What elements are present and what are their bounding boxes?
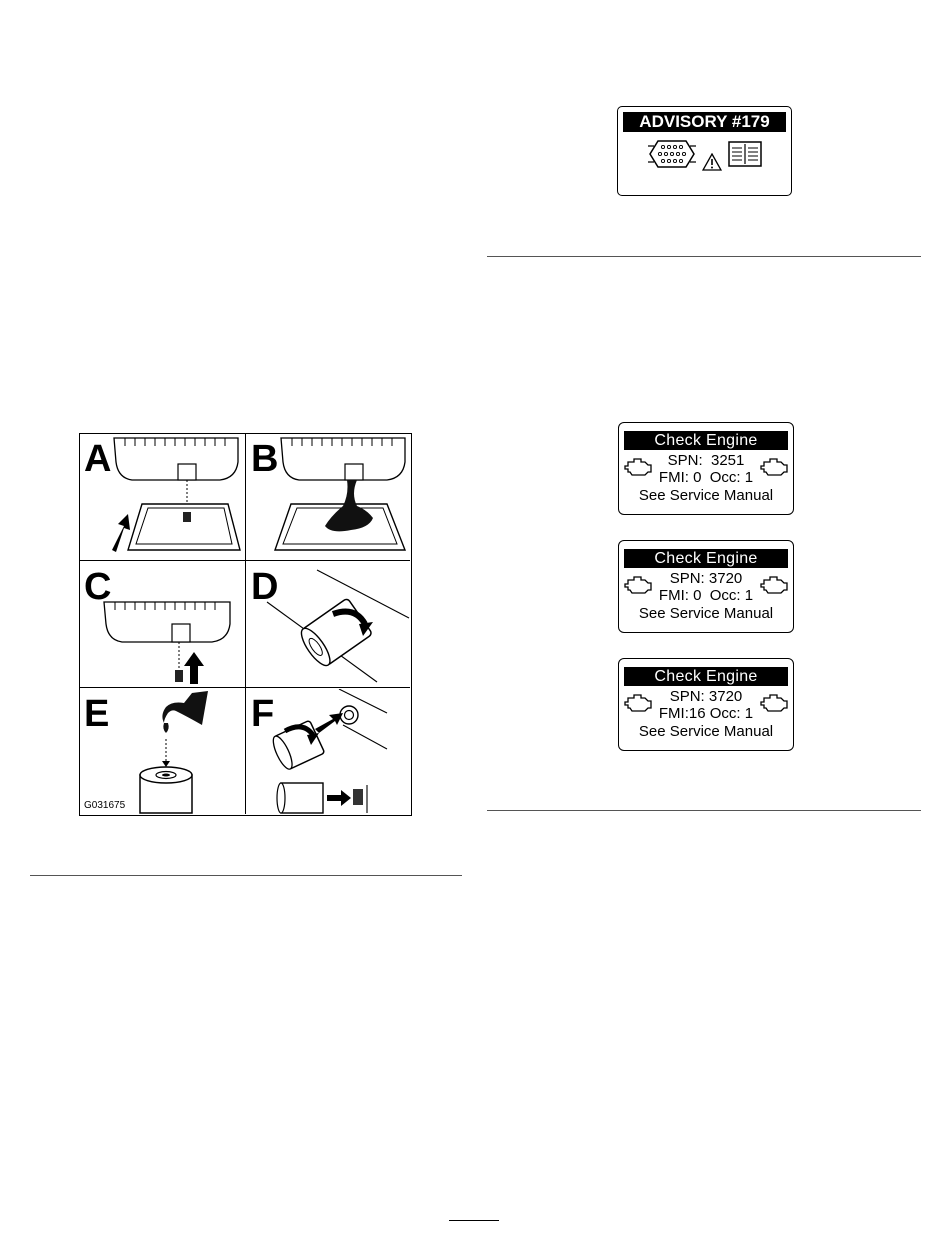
screen-title: Check Engine (624, 549, 788, 568)
panel-d-remove-filter (247, 562, 411, 687)
warning-triangle-icon (702, 153, 722, 171)
spn-line: SPN: 3251 (667, 452, 745, 469)
panel-c-install-plug (80, 562, 245, 687)
screen-title: Check Engine (624, 667, 788, 686)
panel-b-oil-draining (247, 434, 411, 560)
service-line: See Service Manual (638, 723, 774, 740)
panel-label: F (251, 693, 275, 735)
panel-a-drain-pan (80, 434, 245, 560)
service-line: See Service Manual (638, 605, 774, 622)
fmi-line: FMI:16 Occ: 1 (658, 705, 754, 722)
advisory-display (617, 106, 792, 196)
oil-change-figure (79, 433, 412, 816)
panel-label: A (84, 438, 112, 480)
section-divider (487, 810, 921, 811)
section-divider (30, 875, 462, 876)
spn-line: SPN: 3720 (669, 688, 743, 705)
check-engine-screen (618, 540, 794, 633)
panel-e-prefill-filter (80, 689, 245, 814)
panel-label: C (84, 566, 112, 608)
panel-f-install-filter (247, 689, 411, 814)
service-line: See Service Manual (638, 487, 774, 504)
panel-label: B (251, 438, 279, 480)
advisory-title: ADVISORY #179 (623, 112, 786, 132)
panel-label: D (251, 566, 279, 608)
fmi-line: FMI: 0 Occ: 1 (658, 469, 754, 486)
panel-label: E (84, 693, 110, 735)
check-engine-screen (618, 422, 794, 515)
page-footer-rule (449, 1220, 499, 1221)
check-engine-screen (618, 658, 794, 751)
section-divider (487, 256, 921, 257)
figure-code: G031675 (84, 800, 126, 811)
spn-line: SPN: 3720 (669, 570, 743, 587)
fmi-line: FMI: 0 Occ: 1 (658, 587, 754, 604)
operator-manual-icon (728, 141, 762, 167)
screen-title: Check Engine (624, 431, 788, 450)
engine-controller-icon (648, 137, 696, 171)
